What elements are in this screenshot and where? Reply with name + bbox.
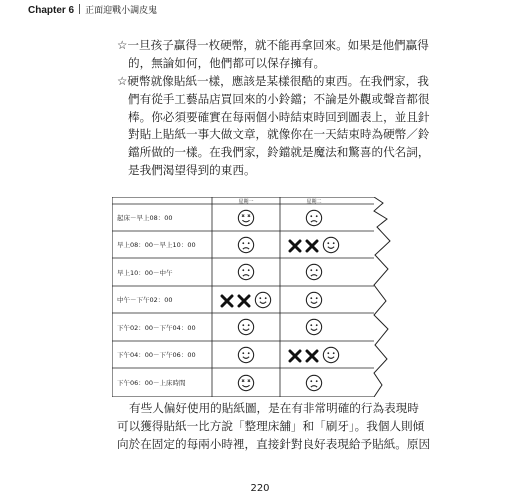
cross-mark-icon: [220, 293, 234, 307]
cross-mark-icon: [288, 238, 302, 252]
cross-mark-icon: [237, 293, 251, 307]
smiley-face-icon: [254, 291, 272, 309]
cross-mark-icon: [305, 348, 319, 362]
smiley-face-icon: [322, 346, 340, 364]
row-label: 早上08：00－早上10：00: [117, 241, 196, 249]
dazed-face-icon: [237, 374, 255, 392]
text-line: ☆一旦孩子贏得一枚硬幣，就不能再拿回來。如果是他們贏得: [117, 38, 429, 52]
smiley-face-icon: [305, 318, 323, 336]
page-number: 220: [250, 483, 270, 494]
smiley-face-icon: [237, 318, 255, 336]
running-header: [28, 3, 157, 16]
paragraph-1: [117, 37, 429, 73]
cross-mark-icon: [305, 238, 319, 252]
sticker-chart: [112, 197, 396, 397]
text-line: 棒。你必須要確實在每兩個小時結束時回到圖表上，並且針: [128, 109, 430, 124]
chapter-title: 正面迎戰小調皮鬼: [85, 6, 158, 16]
smiley-face-icon: [237, 346, 255, 364]
frown-face-icon: [305, 374, 323, 392]
frown-face-icon: [305, 209, 323, 227]
text-line: 鐺所做的一樣。在我們家，鈴鐺就是魔法和驚喜的代名詞，: [128, 145, 430, 160]
smiley-face-icon: [322, 236, 340, 254]
text-line: 的，無論如何，他們都可以保存擁有。: [128, 55, 326, 70]
header-divider: [79, 4, 80, 14]
row-label: 下午04：00－下午06：00: [117, 351, 196, 359]
frown-face-icon: [237, 263, 255, 281]
text-line: ☆硬幣就像貼紙一樣，應該是某樣很酷的東西。在我們家，我: [117, 74, 429, 88]
dazed-face-icon: [237, 209, 255, 227]
frown-face-icon: [305, 263, 323, 281]
text-line: 們有從手工藝品店買回來的小鈴鐺；不論是外觀或聲音都很: [128, 91, 430, 106]
text-line: 有些人偏好使用的貼紙圖，是在有非常明確的行為表現時: [129, 401, 419, 415]
cross-mark-icon: [288, 348, 302, 362]
text-line: 是我們渴望得到的東西。: [128, 162, 256, 177]
frown-face-icon: [237, 236, 255, 254]
smiley-face-icon: [305, 291, 323, 309]
row-label: 起床－早上08：00: [117, 214, 173, 222]
row-label: 中午－下午02：00: [117, 296, 173, 304]
row-label: 下午02：00－下午04：00: [117, 324, 196, 332]
chapter-label: Chapter 6: [28, 5, 75, 16]
text-line: 向於在固定的每兩小時裡，直接針對良好表現給予貼紙。原因: [117, 436, 431, 451]
text-line: 對貼上貼紙一事大做文章，就像你在一天結束時為硬幣／鈴: [128, 127, 430, 142]
column-header-day1: 星期一: [238, 199, 254, 205]
paragraph-2: [117, 73, 430, 180]
row-label: 早上10：00－中午: [117, 269, 173, 277]
row-label: 下午06：00－上床時間: [117, 379, 186, 387]
paragraph-3: [117, 400, 431, 453]
text-line: 可以獲得貼紙一比方說「整理床舖」和「刷牙」。我個人則傾: [117, 418, 425, 433]
column-header-day2: 星期二: [306, 199, 322, 205]
